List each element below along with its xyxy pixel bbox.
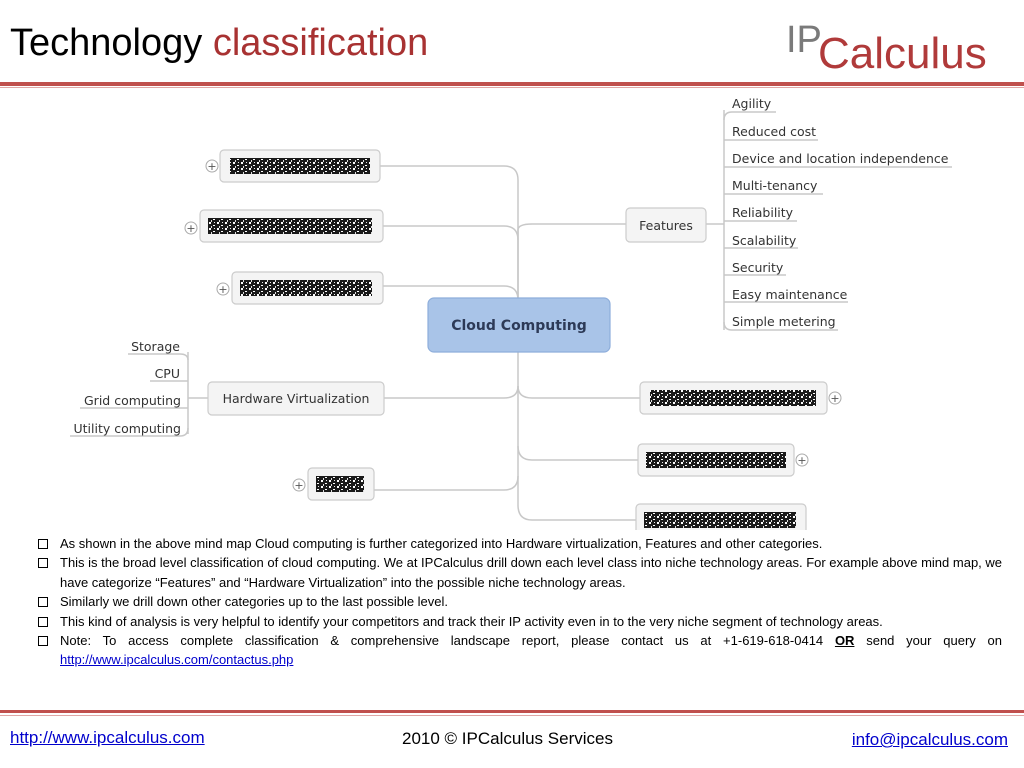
footer-email-link[interactable]: info@ipcalculus.com bbox=[851, 730, 1008, 749]
hardware-item: Utility computing bbox=[73, 421, 181, 436]
obscured-node-right-1[interactable] bbox=[640, 382, 827, 414]
contact-link[interactable]: http://www.ipcalculus.com/contactus.php bbox=[60, 652, 294, 668]
footer-copyright: 2010 © IPCalculus Services bbox=[402, 729, 613, 748]
svg-text:+: + bbox=[830, 392, 840, 405]
obscured-node-left-3[interactable] bbox=[232, 272, 383, 304]
feature-item: Simple metering bbox=[732, 314, 836, 329]
obscured-node-right-2[interactable] bbox=[638, 444, 794, 476]
obscured-node-left-2[interactable] bbox=[200, 210, 383, 242]
logo-ip: IP bbox=[786, 19, 822, 61]
expand-toggle[interactable] bbox=[829, 392, 841, 405]
checkbox-bullet-icon bbox=[38, 539, 48, 549]
feature-item: Device and location independence bbox=[732, 151, 949, 166]
feature-item: Easy maintenance bbox=[732, 287, 848, 302]
ipcalculus-logo bbox=[782, 6, 1002, 76]
obscured-node-right-3[interactable] bbox=[636, 504, 806, 530]
bullet-item: As shown in the above mind map Cloud computing is further categorized into Hardware virtualization, Features and other categories. bbox=[36, 534, 1002, 553]
feature-item: Reliability bbox=[732, 205, 794, 220]
footer-divider-thin bbox=[0, 715, 1024, 716]
obscured-node-left-1[interactable] bbox=[220, 150, 380, 182]
feature-item: Agility bbox=[732, 96, 772, 111]
footer-divider bbox=[0, 710, 1024, 713]
expand-toggle[interactable] bbox=[293, 479, 305, 492]
hardware-item: Storage bbox=[131, 339, 180, 354]
obscured-node-left-4[interactable] bbox=[308, 468, 374, 500]
expand-toggle[interactable] bbox=[217, 283, 229, 296]
svg-text:+: + bbox=[186, 222, 196, 235]
hardware-label: Hardware Virtualization bbox=[222, 391, 370, 406]
expand-toggle[interactable] bbox=[185, 222, 197, 235]
hardware-item: CPU bbox=[154, 366, 180, 381]
footer-website-link[interactable]: http://www.ipcalculus.com bbox=[10, 728, 205, 747]
bullet-list bbox=[36, 534, 1002, 670]
checkbox-bullet-icon bbox=[38, 636, 48, 646]
svg-text:+: + bbox=[294, 479, 304, 492]
center-node[interactable] bbox=[428, 298, 610, 352]
center-label: Cloud Computing bbox=[451, 318, 587, 334]
checkbox-bullet-icon bbox=[38, 617, 48, 627]
title-accent: classification bbox=[212, 22, 429, 64]
feature-item: Scalability bbox=[732, 233, 797, 248]
checkbox-bullet-icon bbox=[38, 597, 48, 607]
bullet-item: Note: To access complete classification & comprehensive landscape report, please contact us at +1-619-618-0414 OR send your query on http://www.ipcalculus.com/contactus.php bbox=[36, 631, 1002, 670]
mind-map bbox=[0, 90, 1024, 530]
svg-text:+: + bbox=[207, 160, 217, 173]
hardware-item: Grid computing bbox=[84, 393, 181, 408]
features-label: Features bbox=[639, 218, 693, 233]
logo-calculus: Calculus bbox=[818, 29, 987, 76]
svg-text:+: + bbox=[218, 283, 228, 296]
feature-item: Reduced cost bbox=[732, 124, 817, 139]
expand-toggle[interactable] bbox=[206, 160, 218, 173]
svg-text:+: + bbox=[797, 454, 807, 467]
features-node[interactable] bbox=[626, 208, 706, 242]
feature-item: Security bbox=[732, 260, 784, 275]
header-divider-thin bbox=[0, 87, 1024, 88]
expand-toggle[interactable] bbox=[796, 454, 808, 467]
hardware-node[interactable] bbox=[208, 382, 384, 415]
bullet-item: Similarly we drill down other categories up to the last possible level. bbox=[36, 592, 1002, 611]
title-main: Technology bbox=[10, 22, 203, 64]
page-title bbox=[10, 22, 428, 65]
header-divider bbox=[0, 82, 1024, 86]
checkbox-bullet-icon bbox=[38, 558, 48, 568]
bullet-item: This is the broad level classification of cloud computing. We at IPCalculus drill down each level class into niche technology areas. For example above mind map, we have categorize “Features” and “Hardware Virtualization” into the possible niche technology areas. bbox=[36, 553, 1002, 592]
or-emphasis: OR bbox=[834, 633, 855, 649]
feature-item: Multi-tenancy bbox=[732, 178, 818, 193]
bullet-item: This kind of analysis is very helpful to identify your competitors and track their IP activity even in to the very niche segment of technology areas. bbox=[36, 612, 1002, 631]
